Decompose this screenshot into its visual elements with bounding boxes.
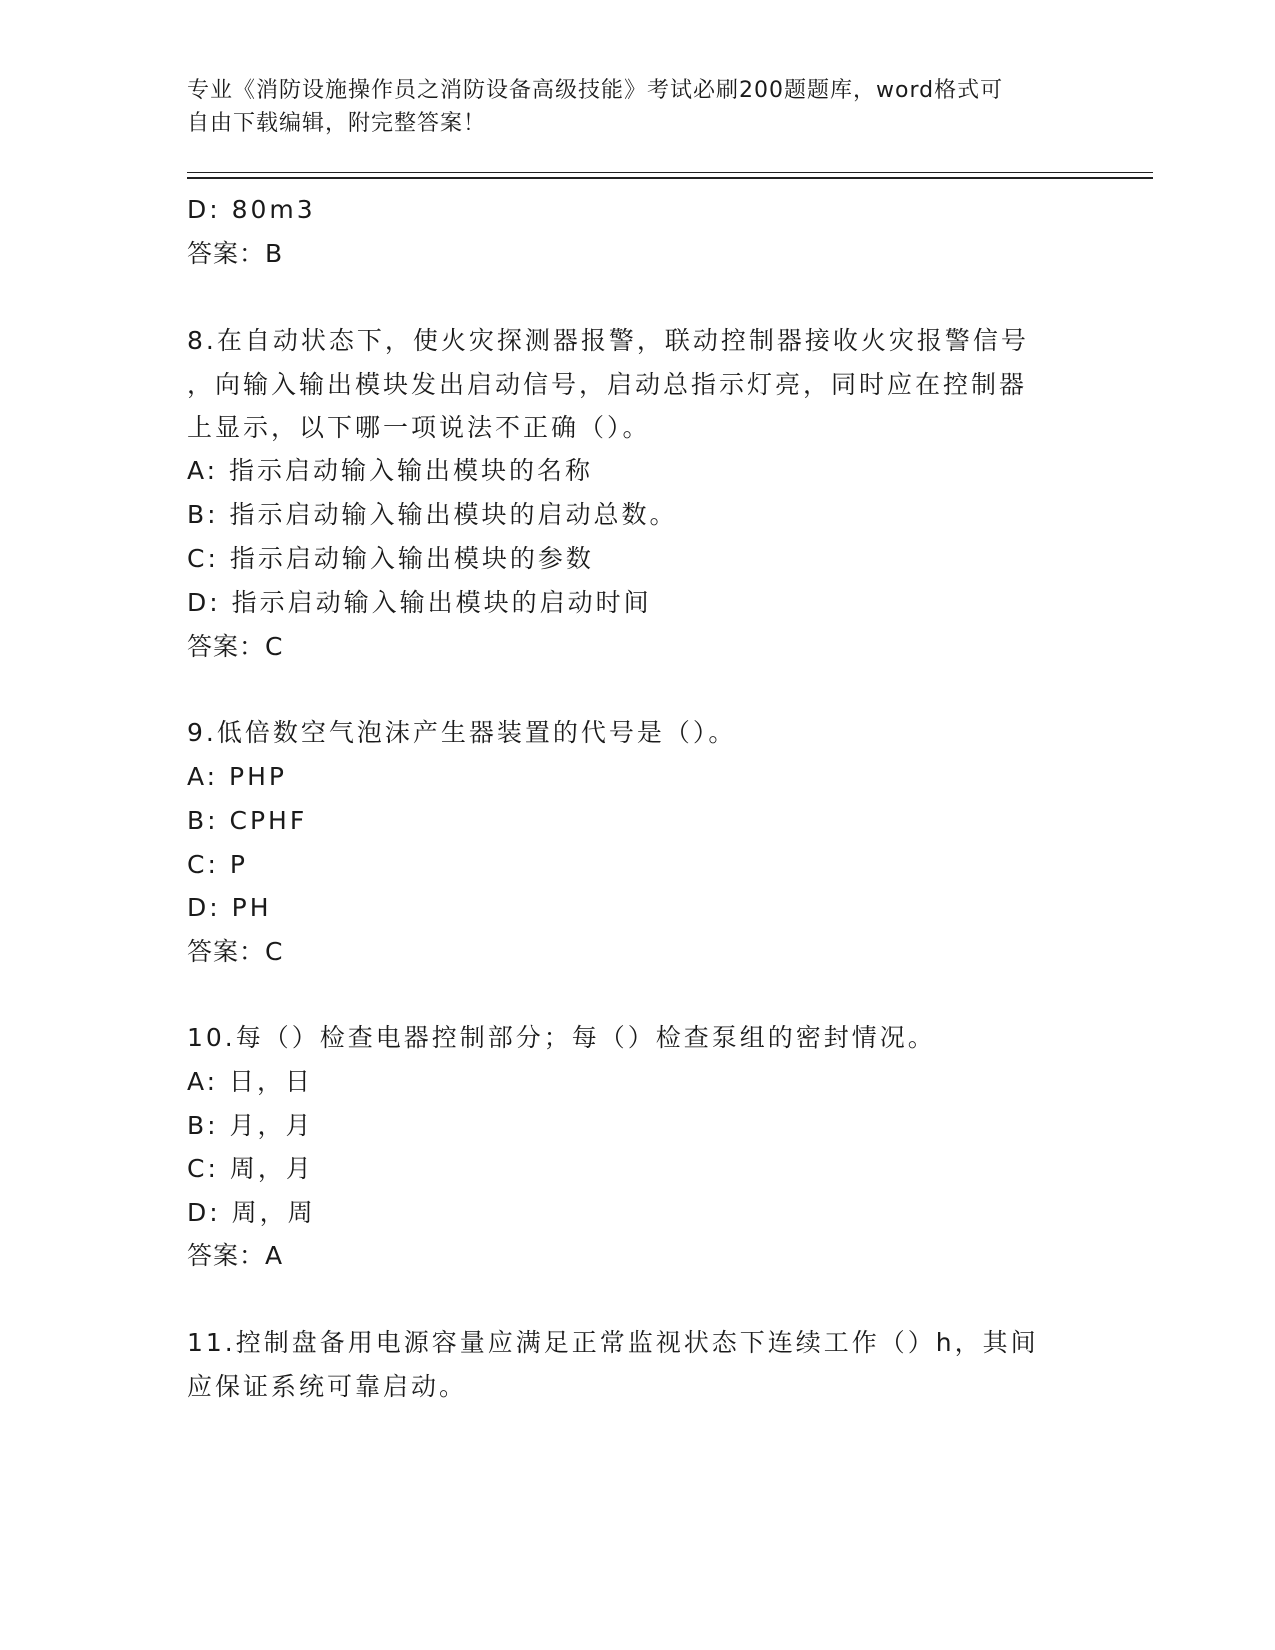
question-8-option-d: D: 指示启动输入输出模块的启动时间 bbox=[187, 588, 652, 617]
question-10-option-b: B: 月，月 bbox=[187, 1111, 314, 1140]
question-9-option-d: D: PH bbox=[187, 893, 272, 922]
question-8-stem-line-3: 上显示，以下哪一项说法不正确（）。 bbox=[187, 413, 651, 442]
question-9-option-b: B: CPHF bbox=[187, 806, 308, 835]
question-10-option-d: D: 周，周 bbox=[187, 1198, 316, 1227]
question-8-answer: 答案：C bbox=[187, 632, 284, 661]
header-divider-bottom bbox=[187, 177, 1153, 179]
question-8-option-a: A: 指示启动输入输出模块的名称 bbox=[187, 456, 594, 485]
header-divider-top bbox=[187, 172, 1153, 173]
question-9-stem-line-1: 9.低倍数空气泡沫产生器装置的代号是（）。 bbox=[187, 718, 737, 747]
question-9-answer: 答案：C bbox=[187, 937, 284, 966]
question-8-stem-line-1: 8.在自动状态下，使火灾探测器报警，联动控制器接收火灾报警信号 bbox=[187, 326, 1029, 355]
question-10-option-a: A: 日，日 bbox=[187, 1067, 314, 1096]
prev-answer: 答案：B bbox=[187, 239, 284, 268]
question-10-answer: 答案：A bbox=[187, 1241, 284, 1270]
question-11-stem-line-1: 11.控制盘备用电源容量应满足正常监视状态下连续工作（）h，其间 bbox=[187, 1328, 1039, 1357]
header-title-line-2: 自由下载编辑，附完整答案！ bbox=[187, 111, 487, 136]
question-8-stem-line-2: ，向输入输出模块发出启动信号，启动总指示灯亮，同时应在控制器 bbox=[187, 370, 1028, 399]
question-9-option-a: A: PHP bbox=[187, 762, 287, 791]
question-9-option-c: C: P bbox=[187, 850, 248, 879]
question-8-option-b: B: 指示启动输入输出模块的启动总数。 bbox=[187, 500, 678, 529]
question-10-option-c: C: 周，月 bbox=[187, 1154, 314, 1183]
question-8-option-c: C: 指示启动输入输出模块的参数 bbox=[187, 544, 594, 573]
question-10-stem-line-1: 10.每（）检查电器控制部分；每（）检查泵组的密封情况。 bbox=[187, 1023, 936, 1052]
question-11-stem-line-2: 应保证系统可靠启动。 bbox=[187, 1372, 468, 1401]
document-header bbox=[187, 74, 1087, 140]
prev-option-d: D: 80m3 bbox=[187, 195, 316, 224]
header-title-line-1: 专业《消防设施操作员之消防设备高级技能》考试必刷200题题库，word格式可 bbox=[187, 78, 1004, 103]
